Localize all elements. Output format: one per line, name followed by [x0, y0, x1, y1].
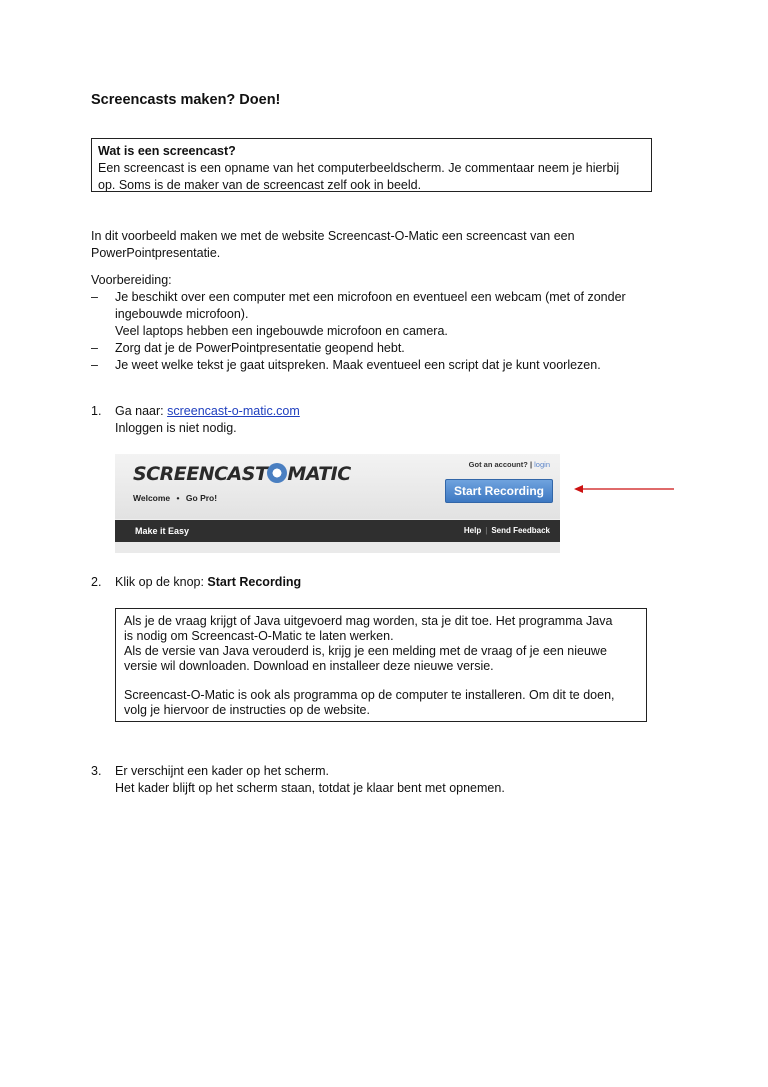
- logo-o-icon: [267, 463, 287, 483]
- site-navbar: [115, 520, 560, 542]
- dash-bullet: –: [91, 290, 98, 304]
- java-info-box: [115, 608, 647, 722]
- welcome-link: Welcome: [133, 493, 171, 503]
- logo: [133, 463, 351, 485]
- dash-bullet: –: [91, 358, 98, 372]
- step-line: [91, 574, 661, 591]
- content-band: [115, 542, 560, 553]
- step-emphasis: Start Recording: [207, 575, 302, 589]
- bullet-separator: •: [176, 493, 180, 503]
- separator: |: [529, 460, 533, 469]
- list-item-text: Je beschikt over een computer met een microfoon en eventueel een webcam (met of zonder: [115, 290, 626, 304]
- step-3: [91, 763, 661, 797]
- list-item-text: Je weet welke tekst je gaat uitspreken. Maak eventueel een script dat je kunt voorlezen.: [115, 358, 601, 372]
- list-item-text: Veel laptops hebben een ingebouwde microfoon en camera.: [115, 324, 448, 338]
- go-pro-link: Go Pro!: [185, 493, 218, 503]
- step-number: 1.: [91, 404, 102, 418]
- java-line: Als de versie van Java verouderd is, krijg je een melding met de vraag of je een nieuwe: [124, 644, 607, 658]
- account-text: Got an account?: [468, 460, 528, 469]
- definition-line: Een screencast is een opname van het computerbeeldscherm. Je commentaar neem je hierbij: [98, 161, 620, 175]
- step-line: Er verschijnt een kader op het scherm.: [115, 764, 329, 778]
- definition-box: [91, 138, 652, 192]
- pointer-arrow-icon: [574, 483, 674, 495]
- help-link: Help: [463, 526, 482, 535]
- nav-tab-make-it-easy: Make it Easy: [135, 526, 190, 536]
- intro-line: In dit voorbeeld maken we met de website Screencast-O-Matic een screencast van een: [91, 229, 575, 243]
- send-feedback-link: Send Feedback: [491, 526, 550, 535]
- java-line: volg je hiervoor de instructies op de website.: [124, 703, 370, 717]
- nav-right-links: [464, 520, 550, 542]
- java-line: versie wil downloaden. Download en installeer deze nieuwe versie.: [124, 659, 494, 673]
- login-link: login: [534, 460, 550, 469]
- step-prefix: Klik op de knop:: [115, 575, 208, 589]
- website-link[interactable]: screencast-o-matic.com: [167, 404, 300, 418]
- list-item-text: Zorg dat je de PowerPointpresentatie geopend hebt.: [115, 341, 405, 355]
- step-1: [91, 403, 661, 437]
- java-line: Als je de vraag krijgt of Java uitgevoerd mag worden, sta je dit toe. Het programma Java: [124, 614, 613, 628]
- separator: |: [485, 526, 488, 535]
- list-item: [91, 340, 661, 357]
- step-line: Het kader blijft op het scherm staan, totdat je klaar bent met opnemen.: [115, 781, 505, 795]
- page-title: Screencasts maken? Doen!: [91, 92, 281, 108]
- logo-text: SCREENCAST: [133, 463, 268, 485]
- java-line: is nodig om Screencast-O-Matic te laten werken.: [124, 629, 394, 643]
- account-prompt: [469, 460, 550, 469]
- step-number: 3.: [91, 764, 102, 778]
- step-line: [115, 403, 661, 420]
- list-item: [91, 289, 661, 340]
- start-recording-button: Start Recording: [445, 479, 553, 503]
- definition-heading: Wat is een screencast?: [98, 144, 236, 158]
- website-screenshot: [115, 454, 560, 553]
- step-2: [91, 574, 661, 591]
- intro-paragraph: [91, 228, 651, 262]
- list-item: [91, 357, 661, 374]
- list-item-text: ingebouwde microfoon).: [115, 307, 249, 321]
- step-line: Inloggen is niet nodig.: [115, 421, 237, 435]
- preparation-heading: Voorbereiding:: [91, 273, 172, 287]
- definition-line: op. Soms is de maker van de screencast zelf ook in beeld.: [98, 178, 422, 192]
- java-line: Screencast-O-Matic is ook als programma op de computer te installeren. Om dit te doen,: [124, 688, 615, 702]
- intro-line: PowerPointpresentatie.: [91, 246, 221, 260]
- logo-subnav: [133, 493, 217, 503]
- step-number: 2.: [91, 575, 102, 589]
- preparation-list: [91, 289, 661, 374]
- step-prefix: Ga naar:: [115, 404, 168, 418]
- dash-bullet: –: [91, 341, 98, 355]
- logo-text: MATIC: [287, 463, 351, 485]
